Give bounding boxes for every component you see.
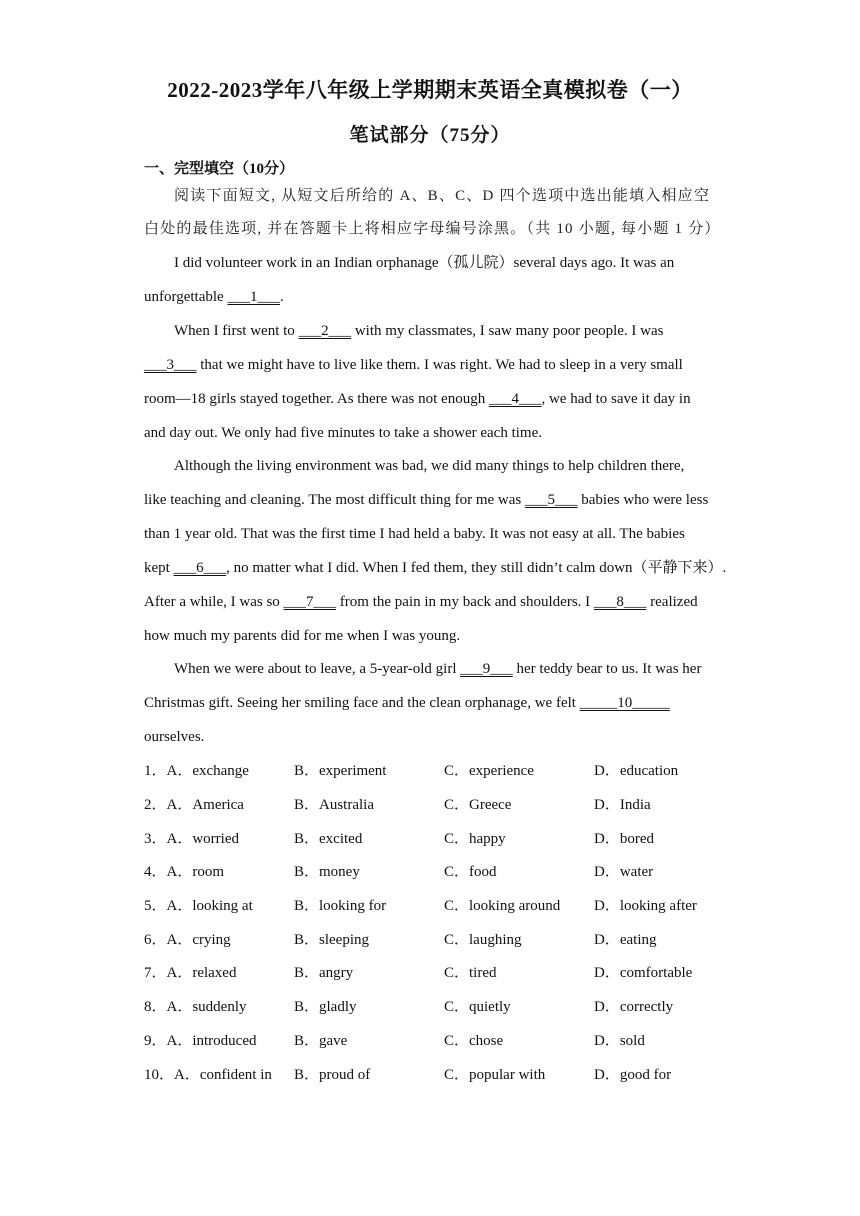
question-options xyxy=(144,862,744,882)
blank-5: ___5___ xyxy=(525,492,578,508)
option-c: C．experience xyxy=(444,763,534,779)
blank-9: ___9___ xyxy=(460,661,513,677)
passage-line: and day out. We only had five minutes to take a shower each time. xyxy=(144,425,542,441)
passage-line: I did volunteer work in an Indian orphanage（孤儿院）several days ago. It was an xyxy=(174,255,675,271)
passage-line xyxy=(144,389,691,409)
question-options xyxy=(144,761,744,781)
blank-8: ___8___ xyxy=(593,594,647,610)
passage-text: When we were about to leave, a 5-year-old girl xyxy=(174,661,461,677)
passage-line: ourselves. xyxy=(144,729,205,745)
passage-text: , we had to save it day in xyxy=(541,391,691,407)
question-options xyxy=(144,963,744,983)
question-options xyxy=(144,795,744,815)
passage-text: unforgettable xyxy=(144,289,228,305)
option-d: D．sold xyxy=(594,1033,645,1049)
option-b: B．gladly xyxy=(294,999,357,1015)
option-a: 4．A．room xyxy=(144,864,224,880)
question-options xyxy=(144,1031,744,1051)
option-b: B．looking for xyxy=(294,898,387,914)
option-a: 5．A．looking at xyxy=(144,898,253,914)
blank-1: ___1___ xyxy=(227,289,280,305)
question-options xyxy=(144,930,744,950)
option-d: D．water xyxy=(594,864,654,880)
passage-line xyxy=(144,693,670,713)
blank-3: ___3___ xyxy=(144,357,197,373)
question-options xyxy=(144,1065,744,1085)
option-a: 7．A．relaxed xyxy=(144,965,237,981)
blank-7: ___7___ xyxy=(283,594,337,610)
passage-text: her teddy bear to us. It was her xyxy=(512,661,702,677)
option-d: D．correctly xyxy=(594,999,674,1015)
option-b: B．proud of xyxy=(294,1067,371,1083)
passage-text: that we might have to live like them. I was right. We had to sleep in a very small xyxy=(196,357,683,373)
passage-text: After a while, I was so xyxy=(144,594,284,610)
instruction-line: 白处的最佳选项, 并在答题卡上将相应字母编号涂黑。（共 10 小题, 每小题 1 分） xyxy=(144,221,721,237)
option-c: C．food xyxy=(444,864,497,880)
blank-4: ___4___ xyxy=(488,391,542,407)
passage-text: babies who were less xyxy=(577,492,709,508)
question-options xyxy=(144,829,744,849)
blank-6: ___6___ xyxy=(173,560,227,576)
option-b: B．angry xyxy=(294,965,354,981)
option-d: D．bored xyxy=(594,831,654,847)
option-d: D．good for xyxy=(594,1067,672,1083)
option-c: C．popular with xyxy=(444,1067,546,1083)
passage-text: When I first went to xyxy=(174,323,299,339)
question-options xyxy=(144,997,744,1017)
section-heading: 一、完型填空（10分） xyxy=(144,161,295,177)
option-a: 8．A．suddenly xyxy=(144,999,247,1015)
passage-text: , no matter what I did. When I fed them, they still didn’t calm down（平静下来）. xyxy=(226,560,727,576)
option-b: B．experiment xyxy=(294,763,387,779)
passage-text: from the pain in my back and shoulders. I xyxy=(336,594,594,610)
option-d: D．comfortable xyxy=(594,965,693,981)
option-b: B．excited xyxy=(294,831,363,847)
option-a: 1．A．exchange xyxy=(144,763,249,779)
exam-title: 2022-2023学年八年级上学期期末英语全真模拟卷（一） xyxy=(167,78,693,102)
option-c: C．happy xyxy=(444,831,506,847)
passage-line: Although the living environment was bad, we did many things to help children there, xyxy=(174,458,685,474)
blank-2: ___2___ xyxy=(298,323,352,339)
passage-line xyxy=(174,321,664,341)
passage-line xyxy=(144,558,726,578)
passage-line xyxy=(144,355,683,375)
option-b: B．Australia xyxy=(294,797,374,813)
passage-line: how much my parents did for me when I was young. xyxy=(144,628,461,644)
passage-text: room—18 girls stayed together. As there was not enough xyxy=(144,391,489,407)
passage-text: . xyxy=(279,289,284,305)
blank-10: _____10_____ xyxy=(579,695,670,711)
option-a: 6．A．crying xyxy=(144,932,231,948)
exam-subtitle: 笔试部分（75分） xyxy=(349,125,511,146)
passage-text: kept xyxy=(144,560,174,576)
option-c: C．Greece xyxy=(444,797,512,813)
passage-line xyxy=(144,490,708,510)
question-options xyxy=(144,896,744,916)
passage-line xyxy=(174,659,701,679)
option-b: B．gave xyxy=(294,1033,348,1049)
passage-text: like teaching and cleaning. The most difficult thing for me was xyxy=(144,492,526,508)
passage-line: than 1 year old. That was the first time I had held a baby. It was not easy at all. The babies xyxy=(144,526,685,542)
option-c: C．looking around xyxy=(444,898,561,914)
option-a: 10．A．confident in xyxy=(144,1067,272,1083)
passage-text: with my classmates, I saw many poor people. I was xyxy=(351,323,664,339)
option-c: C．quietly xyxy=(444,999,511,1015)
option-c: C．chose xyxy=(444,1033,504,1049)
option-d: D．India xyxy=(594,797,651,813)
option-d: D．eating xyxy=(594,932,657,948)
option-c: C．tired xyxy=(444,965,497,981)
option-d: D．education xyxy=(594,763,679,779)
passage-line xyxy=(144,287,284,307)
option-c: C．laughing xyxy=(444,932,522,948)
option-d: D．looking after xyxy=(594,898,697,914)
option-a: 3．A．worried xyxy=(144,831,239,847)
instruction-line: 阅读下面短文, 从短文后所给的 A、B、C、D 四个选项中选出能填入相应空 xyxy=(174,188,711,204)
passage-line xyxy=(144,592,698,612)
option-a: 9．A．introduced xyxy=(144,1033,257,1049)
passage-text: Christmas gift. Seeing her smiling face and the clean orphanage, we felt xyxy=(144,695,580,711)
option-b: B．sleeping xyxy=(294,932,369,948)
option-a: 2．A．America xyxy=(144,797,244,813)
passage-text: realized xyxy=(646,594,698,610)
option-b: B．money xyxy=(294,864,360,880)
